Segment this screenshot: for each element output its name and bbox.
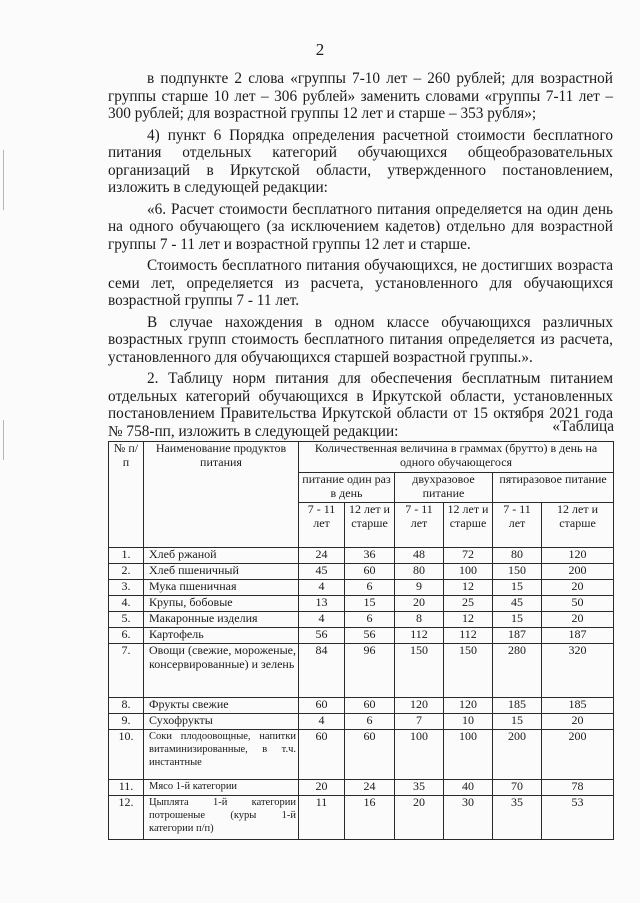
row-number: 2. (109, 564, 144, 580)
table-row (109, 698, 614, 714)
quantity-cell: 20 (542, 580, 614, 596)
scan-edge-mark (3, 420, 4, 460)
quantity-cell: 35 (493, 796, 542, 840)
quantity-cell: 7 (395, 714, 444, 730)
row-number: 7. (109, 644, 144, 698)
quantity-cell: 35 (395, 780, 444, 796)
quantity-cell: 48 (395, 548, 444, 564)
quantity-cell: 53 (542, 796, 614, 840)
product-name: Макаронные изделия (144, 612, 299, 628)
document-body (108, 70, 613, 440)
product-name: Мясо 1-й категории (144, 780, 299, 796)
quantity-cell: 20 (299, 780, 345, 796)
quantity-cell: 40 (444, 780, 493, 796)
quantity-cell: 9 (395, 580, 444, 596)
quantity-cell: 80 (493, 548, 542, 564)
nutrition-norms-table (108, 441, 614, 840)
row-number: 11. (109, 780, 144, 796)
product-name: Крупы, бобовые (144, 596, 299, 612)
header-group-once: питание один раз в день (299, 473, 395, 503)
row-number: 9. (109, 714, 144, 730)
row-number: 4. (109, 596, 144, 612)
quantity-cell: 150 (493, 564, 542, 580)
paragraph: «6. Расчет стоимости бесплатного питания определяется на один день на одного обучающего (за исключением кадетов) отдельно для возрастной группы 7 - 11 лет и возрастной группы 12 лет и старше. (108, 200, 613, 253)
page-number: 2 (315, 40, 325, 59)
quantity-cell: 30 (444, 796, 493, 840)
quantity-cell: 11 (299, 796, 345, 840)
quantity-cell: 60 (345, 564, 395, 580)
quantity-cell: 24 (345, 780, 395, 796)
header-number: № п/п (109, 442, 144, 548)
quantity-cell: 4 (299, 580, 345, 596)
quantity-cell: 200 (542, 730, 614, 780)
quantity-cell: 56 (345, 628, 395, 644)
header-age-7-11: 7 - 11 лет (299, 503, 345, 548)
table-row (109, 564, 614, 580)
product-name: Соки плодоовощные, напитки витаминизированные, в т.ч. инстантные (144, 730, 299, 780)
table-row (109, 796, 614, 840)
quantity-cell: 60 (299, 730, 345, 780)
quantity-cell: 13 (299, 596, 345, 612)
header-group-twice: двухразовое питание (395, 473, 493, 503)
header-age-12-plus: 12 лет и старше (345, 503, 395, 548)
quantity-cell: 84 (299, 644, 345, 698)
quantity-cell: 6 (345, 714, 395, 730)
quantity-cell: 320 (542, 644, 614, 698)
product-name: Хлеб ржаной (144, 548, 299, 564)
product-name: Цыплята 1-й категории потрошеные (куры 1-й категории п/п) (144, 796, 299, 840)
quantity-cell: 15 (345, 596, 395, 612)
product-name: Мука пшеничная (144, 580, 299, 596)
quantity-cell: 150 (395, 644, 444, 698)
quantity-cell: 78 (542, 780, 614, 796)
quantity-cell: 15 (493, 580, 542, 596)
quantity-cell: 187 (542, 628, 614, 644)
header-age-7-11: 7 - 11 лет (493, 503, 542, 548)
quantity-cell: 100 (444, 564, 493, 580)
table-row (109, 730, 614, 780)
quantity-cell: 6 (345, 580, 395, 596)
header-quantity: Количественная величина в граммах (брутто) в день на одного обучающегося (299, 442, 614, 473)
quantity-cell: 50 (542, 596, 614, 612)
header-group-five: пятиразовое питание (493, 473, 614, 503)
table-row (109, 580, 614, 596)
quantity-cell: 70 (493, 780, 542, 796)
quantity-cell: 185 (542, 698, 614, 714)
quantity-cell: 4 (299, 714, 345, 730)
quantity-cell: 25 (444, 596, 493, 612)
table-row (109, 548, 614, 564)
product-name: Картофель (144, 628, 299, 644)
paragraph: Стоимость бесплатного питания обучающихся, не достигших возраста семи лет, определяется из расчета, установленного для обучающихся возрастной группы 7 - 11 лет. (108, 257, 613, 309)
header-product-name: Наименование продуктов питания (144, 442, 299, 548)
paragraph: 2. Таблицу норм питания для обеспечения бесплатным питанием отдельных категорий обучающихся в Иркутской области, установленных постановлением Правительства Иркутской области от 15 октября 2021 года № 758-пп, изложить в следующей редакции: (108, 370, 613, 440)
header-age-7-11: 7 - 11 лет (395, 503, 444, 548)
quantity-cell: 185 (493, 698, 542, 714)
row-number: 6. (109, 628, 144, 644)
table-row (109, 628, 614, 644)
table-caption: «Таблица (552, 418, 614, 435)
quantity-cell: 4 (299, 612, 345, 628)
quantity-cell: 6 (345, 612, 395, 628)
paragraph: В случае нахождения в одном классе обучающихся различных возрастных групп стоимость бесплатного питания определяется из расчета, установленного для обучающихся старшей возрастной группы.». (108, 313, 613, 366)
table-row (109, 714, 614, 730)
quantity-cell: 72 (444, 548, 493, 564)
quantity-cell: 20 (395, 596, 444, 612)
quantity-cell: 10 (444, 714, 493, 730)
row-number: 5. (109, 612, 144, 628)
quantity-cell: 150 (444, 644, 493, 698)
quantity-cell: 45 (493, 596, 542, 612)
product-name: Сухофрукты (144, 714, 299, 730)
quantity-cell: 45 (299, 564, 345, 580)
quantity-cell: 56 (299, 628, 345, 644)
quantity-cell: 8 (395, 612, 444, 628)
quantity-cell: 80 (395, 564, 444, 580)
quantity-cell: 120 (444, 698, 493, 714)
quantity-cell: 20 (395, 796, 444, 840)
header-age-12-plus: 12 лет и старше (444, 503, 493, 548)
row-number: 10. (109, 730, 144, 780)
quantity-cell: 200 (542, 564, 614, 580)
scan-edge-mark (3, 150, 4, 210)
table-row (109, 596, 614, 612)
quantity-cell: 24 (299, 548, 345, 564)
quantity-cell: 120 (395, 698, 444, 714)
table-row (109, 612, 614, 628)
quantity-cell: 20 (542, 714, 614, 730)
quantity-cell: 12 (444, 612, 493, 628)
quantity-cell: 16 (345, 796, 395, 840)
table-row (109, 644, 614, 698)
paragraph: 4) пункт 6 Порядка определения расчетной стоимости бесплатного питания отдельных категорий обучающихся общеобразовательных организаций в Иркутской области, утвержденного постановлением, изложить в следующей редакции: (108, 126, 613, 196)
quantity-cell: 100 (395, 730, 444, 780)
product-name: Хлеб пшеничный (144, 564, 299, 580)
quantity-cell: 120 (542, 548, 614, 564)
quantity-cell: 112 (395, 628, 444, 644)
header-age-12-plus: 12 лет и старше (542, 503, 614, 548)
quantity-cell: 20 (542, 612, 614, 628)
quantity-cell: 100 (444, 730, 493, 780)
product-name: Фрукты свежие (144, 698, 299, 714)
row-number: 12. (109, 796, 144, 840)
quantity-cell: 60 (299, 698, 345, 714)
quantity-cell: 96 (345, 644, 395, 698)
quantity-cell: 36 (345, 548, 395, 564)
product-name: Овощи (свежие, мороженые, консервированные) и зелень (144, 644, 299, 698)
quantity-cell: 15 (493, 612, 542, 628)
row-number: 1. (109, 548, 144, 564)
quantity-cell: 15 (493, 714, 542, 730)
quantity-cell: 112 (444, 628, 493, 644)
quantity-cell: 12 (444, 580, 493, 596)
quantity-cell: 60 (345, 698, 395, 714)
quantity-cell: 280 (493, 644, 542, 698)
quantity-cell: 60 (345, 730, 395, 780)
paragraph: в подпункте 2 слова «группы 7-10 лет – 260 рублей; для возрастной группы старше 10 лет – 306 рублей» заменить словами «группы 7-11 лет – 300 рублей; для возрастной группы 12 лет и старше – 353 рубля»; (108, 70, 613, 122)
quantity-cell: 187 (493, 628, 542, 644)
quantity-cell: 200 (493, 730, 542, 780)
row-number: 8. (109, 698, 144, 714)
row-number: 3. (109, 580, 144, 596)
table-row (109, 780, 614, 796)
